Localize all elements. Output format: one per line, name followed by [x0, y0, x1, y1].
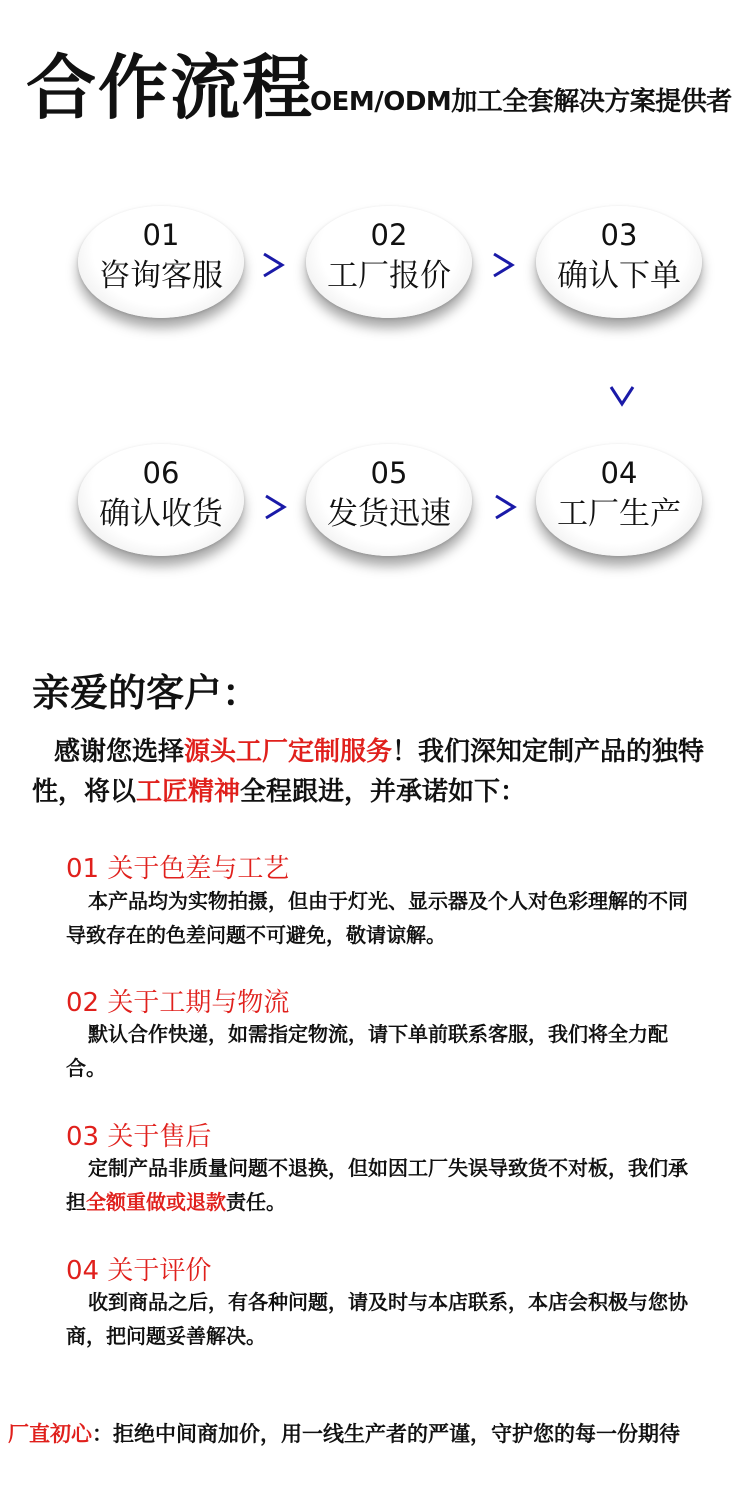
section-text: 责任。	[226, 1190, 286, 1214]
footer-text: ：拒绝中间商加价，用一线生产者的严谨，守护您的每一份期待	[92, 1422, 680, 1446]
section-body	[66, 1151, 696, 1219]
step-order	[536, 206, 702, 318]
step-number: 04	[600, 456, 638, 490]
step-number: 02	[370, 218, 408, 252]
footer-slogan	[8, 1418, 680, 1450]
intro-highlight: 源头工厂定制服务	[184, 737, 393, 767]
step-number: 05	[370, 456, 408, 490]
footer-label: 厂直初心	[8, 1422, 92, 1446]
step-label: 工厂报价	[327, 258, 451, 294]
intro-highlight: 工匠精神	[136, 777, 241, 807]
section-text: 默认合作快递，如需指定物流，请下单前联系客服，我们将全力配合。	[66, 1022, 668, 1080]
section-title: 04 关于评价	[66, 1256, 212, 1286]
chevron-down-icon	[607, 380, 637, 410]
section-body	[66, 1017, 696, 1085]
chevron-right-icon	[260, 492, 290, 522]
intro-text: 全程跟进，并承诺如下：	[240, 777, 527, 807]
step-receive	[78, 444, 244, 556]
section-text: 本产品均为实物拍摄，但由于灯光、显示器及个人对色彩理解的不同导致存在的色差问题不可避免，敬请谅解。	[66, 889, 688, 947]
step-label: 确认收货	[99, 496, 223, 532]
intro-text: ！我们深知定制产品的独特性，将以	[32, 737, 705, 807]
step-label: 发货迅速	[327, 496, 451, 532]
step-label: 咨询客服	[99, 258, 223, 294]
step-label: 工厂生产	[557, 496, 681, 532]
section-body	[66, 1285, 696, 1353]
section-body	[66, 884, 696, 952]
page-title: 合作流程	[26, 47, 314, 129]
step-consult	[78, 206, 244, 318]
chevron-right-icon	[258, 250, 288, 280]
section-text: 收到商品之后，有各种问题，请及时与本店联系，本店会积极与您协商，把问题妥善解决。	[66, 1290, 688, 1348]
section-highlight: 全额重做或退款	[86, 1190, 226, 1214]
section-title: 02 关于工期与物流	[66, 988, 290, 1018]
step-produce	[536, 444, 702, 556]
chevron-right-icon	[490, 492, 520, 522]
section-title: 01 关于色差与工艺	[66, 854, 290, 884]
page-subtitle: OEM/ODM加工全套解决方案提供者	[310, 87, 732, 117]
step-number: 06	[142, 456, 180, 490]
intro-text: 感谢您选择	[54, 737, 185, 767]
section-title: 03 关于售后	[66, 1122, 212, 1152]
section-text: 定制产品非质量问题不退换，但如因工厂失误导致货不对板，我们承担	[66, 1156, 688, 1214]
step-number: 03	[600, 218, 638, 252]
step-number: 01	[142, 218, 180, 252]
step-label: 确认下单	[557, 258, 681, 294]
chevron-right-icon	[488, 250, 518, 280]
step-quote	[306, 206, 472, 318]
greeting: 亲爱的客户：	[32, 671, 261, 715]
intro-paragraph	[32, 732, 722, 812]
step-ship	[306, 444, 472, 556]
